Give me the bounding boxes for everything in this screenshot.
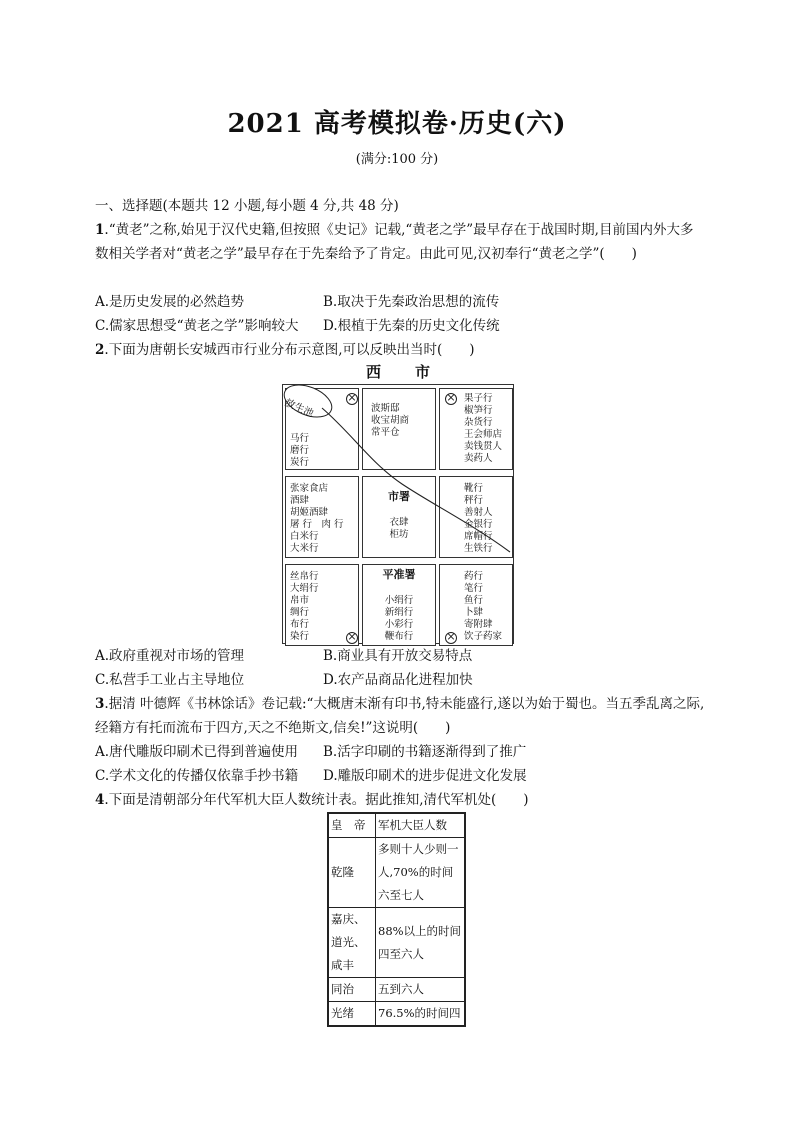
question-3-options bbox=[95, 740, 705, 788]
option-a[interactable]: A.是历史发展的必然趋势 bbox=[95, 294, 245, 310]
question-2 bbox=[95, 338, 705, 362]
option-b[interactable]: B.取决于先秦政治思想的流传 bbox=[323, 294, 500, 310]
table-cell: 嘉庆、道光、咸丰 bbox=[328, 908, 376, 978]
block-list: 衣肆 柜坊 bbox=[389, 517, 409, 540]
question-number: 3 bbox=[95, 696, 105, 712]
section-heading: 一、选择题(本题共 12 小题,每小题 4 分,共 48 分) bbox=[95, 198, 399, 214]
table-cell: 光绪 bbox=[328, 1002, 376, 1027]
market-office-label: 市署 bbox=[388, 490, 410, 503]
option-d[interactable]: D.雕版印刷术的进步促进文化发展 bbox=[323, 768, 527, 784]
option-d[interactable]: D.农产品商品化进程加快 bbox=[323, 672, 473, 688]
option-b[interactable]: B.活字印刷的书籍逐渐得到了推广 bbox=[323, 744, 527, 760]
option-c[interactable]: C.私营手工业占主导地位 bbox=[95, 672, 245, 688]
table-cell: 五到六人 bbox=[376, 978, 466, 1002]
score-note: (满分:100 分) bbox=[355, 152, 439, 167]
block-list: 药行 笔行 鱼行 卜肆 寄附肆 饮子药家 bbox=[464, 571, 503, 642]
block-list: 果子行 椒笋行 杂货行 王会师店 卖钱贯人 卖药人 bbox=[464, 393, 503, 464]
table-cell: 88%以上的时间四至六人 bbox=[376, 908, 466, 978]
block-list: 张家食店 酒肆 胡姬酒肆 屠 行 肉 行 白米行 大米行 bbox=[290, 483, 344, 554]
question-text: .据清 叶德辉《书林馀话》卷记载:“大概唐末渐有印书,特未能盛行,遂以为始于蜀也。当五季乱离之际,经籍方有托而流布于四方,天之不绝斯文,信矣!”这说明( ) bbox=[95, 696, 705, 736]
block-list: 小绢行 新绢行 小彩行 鞭布行 bbox=[384, 595, 414, 642]
table-row bbox=[328, 1002, 465, 1027]
question-number: 2 bbox=[95, 342, 105, 358]
question-4 bbox=[95, 788, 705, 812]
table-row bbox=[328, 978, 465, 1002]
pond-label: 放生池 bbox=[283, 397, 315, 420]
question-1 bbox=[95, 218, 705, 266]
option-c[interactable]: C.儒家思想受“黄老之学”影响较大 bbox=[95, 318, 299, 334]
question-number: 4 bbox=[95, 792, 105, 808]
grand-councillor-table bbox=[327, 812, 466, 1027]
table-row bbox=[328, 908, 465, 978]
page-title: 2021 高考模拟卷·历史(六) bbox=[227, 109, 567, 139]
canal-line bbox=[282, 384, 514, 644]
block-list: 靴行 秤行 善射人 金银行 席帽行 生铁行 bbox=[464, 483, 493, 554]
table-row bbox=[328, 838, 465, 908]
question-2-options bbox=[95, 644, 705, 692]
table-cell: 多则十人少则一人,70%的时间六至七人 bbox=[376, 838, 466, 908]
question-1-options bbox=[95, 290, 705, 338]
question-text: .下面为唐朝长安城西市行业分布示意图,可以反映出当时( ) bbox=[104, 342, 475, 358]
table-cell: 同治 bbox=[328, 978, 376, 1002]
question-number: 1 bbox=[95, 222, 105, 238]
table-header-row bbox=[328, 813, 465, 838]
block-list: 波斯邸 收宝胡商 常平仓 bbox=[371, 403, 410, 438]
question-text: .下面是清朝部分年代军机大臣人数统计表。据此推知,清代军机处( ) bbox=[104, 792, 529, 808]
exam-content bbox=[95, 194, 705, 1027]
pingzhun-office-label: 平准署 bbox=[382, 568, 416, 581]
table-header-cell: 皇 帝 bbox=[328, 813, 376, 838]
option-c[interactable]: C.学术文化的传播仅依靠手抄书籍 bbox=[95, 768, 299, 784]
option-a[interactable]: A.政府重视对市场的管理 bbox=[95, 648, 245, 664]
table-cell: 76.5%的时间四 bbox=[376, 1002, 466, 1027]
table-cell: 乾隆 bbox=[328, 838, 376, 908]
option-a[interactable]: A.唐代雕版印刷术已得到普遍使用 bbox=[95, 744, 299, 760]
option-d[interactable]: D.根植于先秦的历史文化传统 bbox=[323, 318, 500, 334]
table-header-cell: 军机大臣人数 bbox=[376, 813, 466, 838]
block-list: 马行 磨行 炭行 bbox=[290, 433, 310, 468]
west-market-map bbox=[282, 362, 514, 644]
question-text: .“黄老”之称,始见于汉代史籍,但按照《史记》记载,“黄老之学”最早存在于战国时期,目前国内外大多数相关学者对“黄老之学”最早存在于先秦给予了肯定。由此可见,汉初奉行“黄老之学”( ) bbox=[95, 222, 694, 262]
map-title: 西市 bbox=[365, 363, 464, 381]
question-3 bbox=[95, 692, 705, 740]
option-b[interactable]: B.商业具有开放交易特点 bbox=[323, 648, 473, 664]
block-list: 丝帛行 大绢行 帛市 绸行 布行 染行 bbox=[290, 571, 319, 642]
